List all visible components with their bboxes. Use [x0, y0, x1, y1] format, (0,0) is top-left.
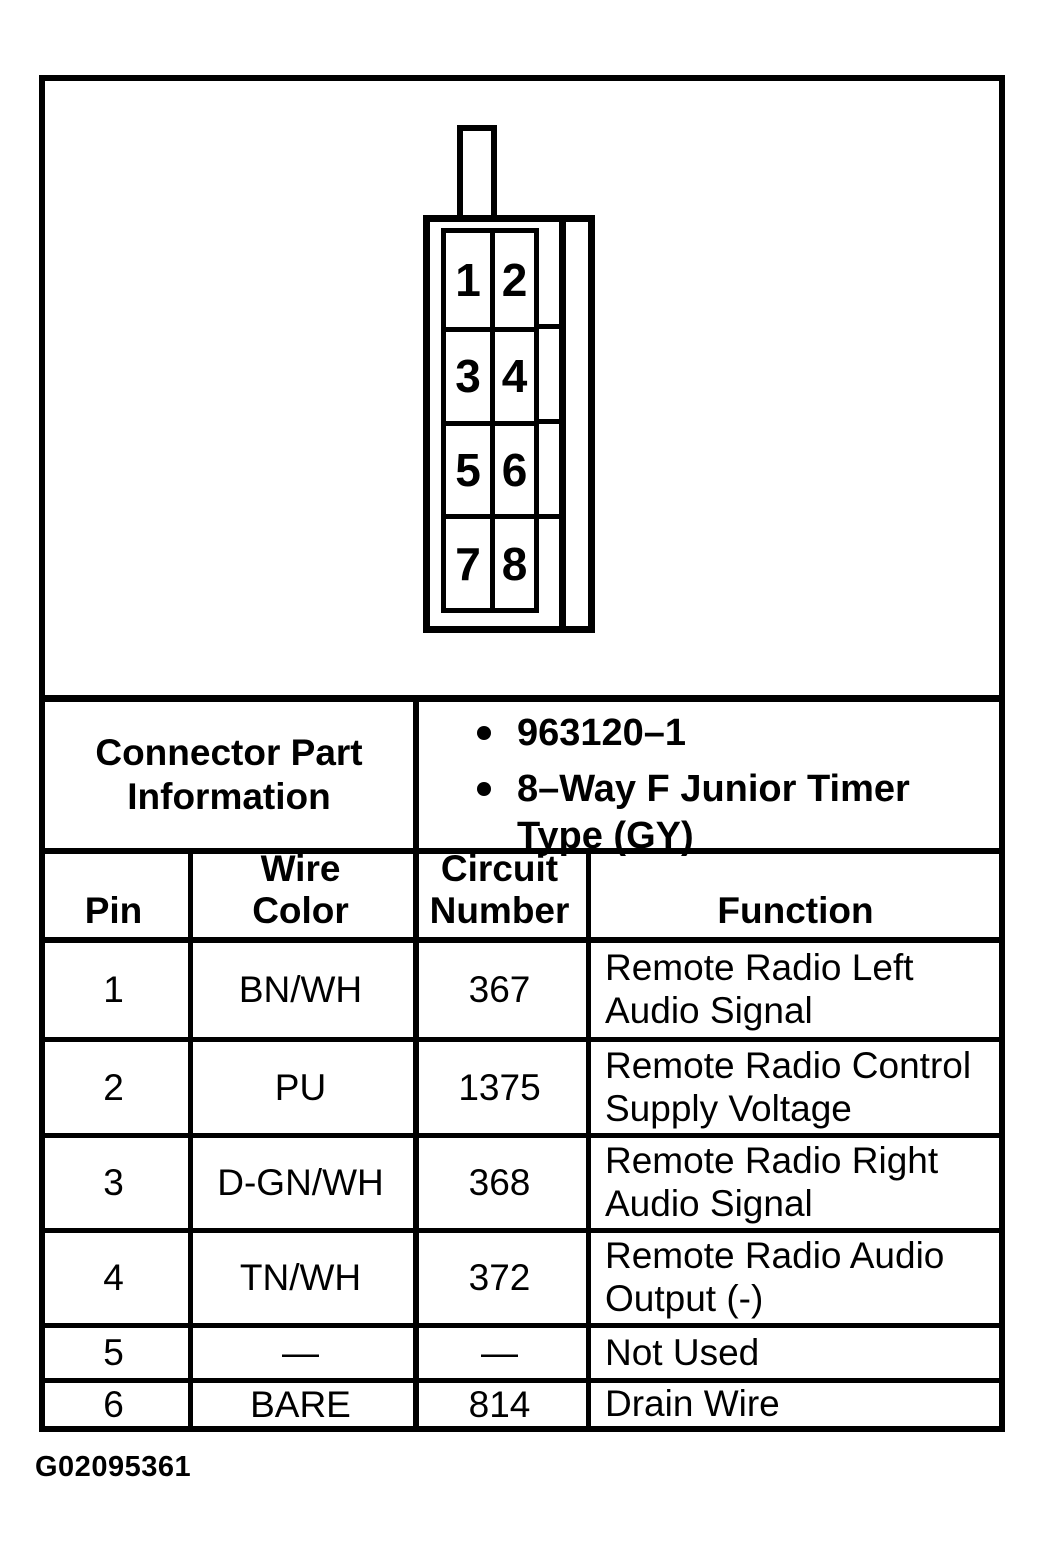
cell-pin: 1	[103, 969, 124, 1010]
header-pin: Pin	[84, 889, 143, 931]
graphic-id-label: G02095361	[35, 1451, 192, 1483]
cell-wire: TN/WH	[239, 1257, 362, 1298]
connector-row-divider	[539, 514, 564, 519]
part-info-list	[419, 700, 1005, 857]
cell-wire: PU	[274, 1066, 327, 1108]
cell-pin: 2	[103, 1066, 124, 1108]
cell-function: Remote Radio Audio Output (-)	[605, 1235, 945, 1319]
pin-cavity-5: 5	[446, 421, 490, 515]
pin-cavity-1: 1	[455, 253, 481, 306]
cell-pin: 6	[103, 1383, 124, 1425]
part-info-item: 8–Way F Junior Timer Type (GY)	[477, 766, 1005, 859]
cell-pin: 4	[103, 1257, 124, 1298]
cell-wire: BARE	[250, 1383, 351, 1425]
cell-function: Remote Radio Left Audio Signal	[605, 947, 914, 1031]
cell-pin: 3	[103, 1162, 124, 1203]
cell-function: Not Used	[605, 1331, 760, 1373]
connector-row-divider	[539, 419, 564, 424]
cell-circuit: 368	[468, 1162, 531, 1203]
header-wire-color: Wire Color	[252, 848, 349, 931]
pin-cavity-3: 3	[446, 327, 490, 421]
bullet-icon	[477, 782, 491, 796]
bullet-icon	[477, 726, 491, 740]
part-info-item: 963120–1	[477, 710, 1005, 756]
cell-function: Drain Wire	[605, 1383, 780, 1425]
pin-cavity-2: 2	[490, 233, 534, 327]
pin-cavity-6: 6	[490, 421, 534, 515]
connector-side-rail-line	[559, 215, 566, 633]
connector-pin-grid	[441, 228, 539, 613]
pin-cavity-7: 7	[446, 514, 490, 608]
cell-wire: D-GN/WH	[217, 1162, 384, 1203]
part-info-label: Connector Part Information	[95, 732, 363, 817]
header-function: Function	[717, 889, 874, 931]
cell-wire: BN/WH	[238, 969, 363, 1010]
cell-function: Remote Radio Right Audio Signal	[605, 1140, 939, 1224]
pin-cavity-8: 8	[490, 514, 534, 608]
cell-pin: 5	[103, 1332, 124, 1373]
header-circuit-number: Circuit Number	[429, 848, 570, 931]
cell-circuit: 814	[468, 1383, 531, 1425]
cell-circuit: —	[481, 1332, 518, 1373]
pin-cavity-4: 4	[490, 327, 534, 421]
cell-circuit: 372	[468, 1257, 531, 1298]
cell-circuit: 1375	[458, 1066, 541, 1108]
cell-wire: —	[282, 1332, 319, 1373]
cell-circuit: 367	[468, 969, 531, 1010]
connector-row-divider	[539, 324, 564, 329]
cell-function: Remote Radio Control Supply Voltage	[605, 1044, 972, 1129]
connector-lock-tab	[457, 125, 497, 220]
